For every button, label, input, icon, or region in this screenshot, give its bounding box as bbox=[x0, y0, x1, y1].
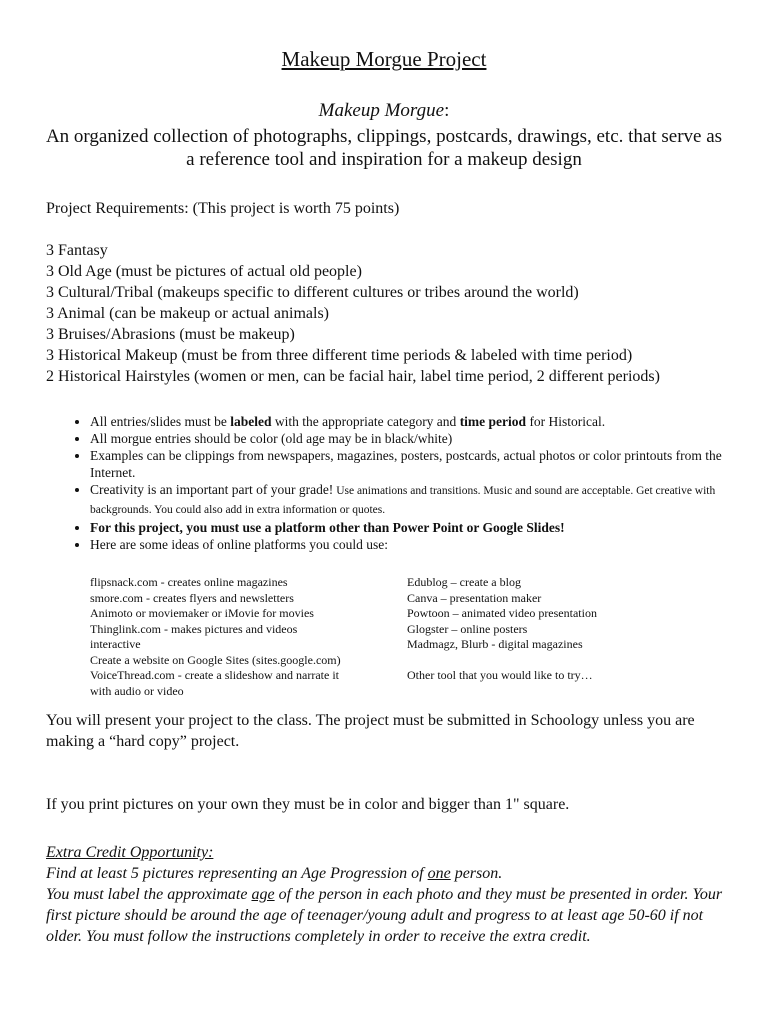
platform-line: interactive bbox=[90, 637, 141, 651]
platform-line: flipsnack.com - creates online magazines bbox=[90, 575, 288, 589]
printing-paragraph: If you print pictures on your own they must be in color and bigger than 1" square. bbox=[46, 796, 570, 813]
platform-line: Madmagz, Blurb - digital magazines bbox=[407, 637, 583, 651]
guideline-text-small: Use animations and transitions. Music and sound are acceptable. Get creative with backgrounds. You could also add in extra information or quotes. bbox=[90, 485, 716, 516]
platforms-right-column bbox=[407, 575, 727, 684]
extra-credit-text: You must label the approximate bbox=[46, 886, 252, 903]
platform-line: Create a website on Google Sites (sites.google.com) bbox=[90, 652, 341, 667]
platform-line: Glogster – online posters bbox=[407, 621, 528, 636]
platform-line: VoiceThread.com - create a slideshow and narrate it bbox=[90, 668, 339, 682]
guideline-emphasis: time period bbox=[459, 414, 527, 429]
guideline-item: • All morgue entries should be color (old age may be in black/white) bbox=[90, 430, 755, 447]
extra-credit-underlined: age bbox=[251, 886, 275, 903]
extra-credit-underlined: one bbox=[427, 865, 451, 882]
definition-term-colon: : bbox=[444, 100, 450, 121]
requirements-list bbox=[46, 240, 766, 387]
platform-line: Canva – presentation maker bbox=[407, 590, 542, 605]
guideline-text: All entries/slides must be bbox=[90, 414, 231, 429]
definition-term bbox=[0, 100, 768, 122]
extra-credit-text: Find at least 5 pictures representing an Age Progression of bbox=[46, 865, 428, 882]
extra-credit-text: person. bbox=[450, 865, 503, 882]
guideline-text: with the appropriate category and bbox=[271, 414, 460, 429]
guideline-item bbox=[90, 481, 755, 519]
guideline-item: • Here are some ideas of online platforms you could use: bbox=[90, 536, 755, 553]
guideline-text: Creativity is an important part of your grade! bbox=[90, 482, 334, 497]
extra-credit-section bbox=[46, 842, 726, 947]
requirement-item: 3 Cultural/Tribal (makeups specific to different cultures or tribes around the world) bbox=[46, 284, 579, 301]
spacer bbox=[407, 653, 727, 669]
platforms-left-column bbox=[90, 575, 390, 699]
requirement-item: 3 Historical Makeup (must be from three different time periods & labeled with time period) bbox=[46, 347, 633, 364]
platform-line: Animoto or moviemaker or iMovie for movies bbox=[90, 606, 314, 620]
requirement-item: 3 Old Age (must be pictures of actual old people) bbox=[46, 263, 362, 280]
requirement-item: 3 Animal (can be makeup or actual animals) bbox=[46, 305, 330, 322]
definition-term-label: Makeup Morgue bbox=[318, 100, 445, 121]
platform-line: with audio or video bbox=[90, 683, 184, 698]
definition-text: An organized collection of photographs, clippings, postcards, drawings, etc. that serve as a reference tool and inspiration for a makeup design bbox=[45, 126, 723, 170]
guideline-item: • Examples can be clippings from newspapers, magazines, posters, postcards, actual photos or color printouts from the Internet. bbox=[90, 447, 755, 481]
requirement-item: 2 Historical Hairstyles (women or men, can be facial hair, label time period, 2 different periods) bbox=[46, 368, 660, 385]
guideline-item bbox=[90, 413, 755, 430]
requirement-item: 3 Bruises/Abrasions (must be makeup) bbox=[46, 326, 295, 343]
extra-credit-text: of the person in each photo and they must be presented in order. Your first picture should be around the age of teenager/young adult and progress to at least age 50-60 if not older. You must follow the instructions completely in order to receive the extra credit. bbox=[46, 886, 723, 945]
platform-line: smore.com - creates flyers and newsletters bbox=[90, 590, 294, 605]
guideline-text: for Historical. bbox=[526, 414, 606, 429]
guideline-item-important: • For this project, you must use a platform other than Power Point or Google Slides! bbox=[90, 519, 755, 536]
platform-line: Thinglink.com - makes pictures and videos bbox=[90, 621, 298, 636]
requirements-heading: Project Requirements: (This project is worth 75 points) bbox=[46, 200, 400, 217]
platform-line: Powtoon – animated video presentation bbox=[407, 606, 597, 620]
extra-credit-line bbox=[46, 884, 726, 947]
requirement-item: 3 Fantasy bbox=[46, 242, 108, 259]
extra-credit-line bbox=[46, 863, 726, 884]
platform-other: Other tool that you would like to try… bbox=[407, 668, 593, 682]
extra-credit-heading: Extra Credit Opportunity: bbox=[46, 844, 214, 861]
guidelines-list bbox=[68, 413, 755, 553]
platform-line: Edublog – create a blog bbox=[407, 575, 521, 589]
page-title: Makeup Morgue Project bbox=[281, 47, 487, 71]
presentation-paragraph: You will present your project to the class. The project must be submitted in Schoology unless you are making a “hard copy” project. bbox=[46, 712, 695, 750]
guideline-emphasis: labeled bbox=[230, 414, 272, 429]
